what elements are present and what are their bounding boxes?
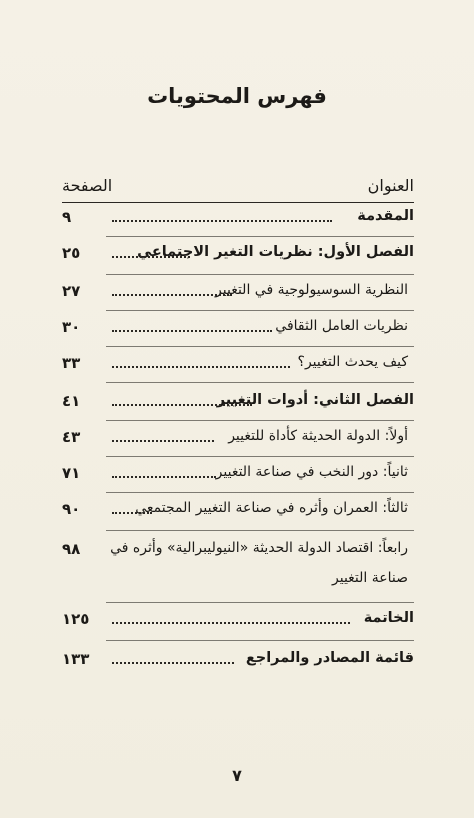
dot-leader	[112, 512, 152, 514]
toc-entry-title: المقدمة	[357, 208, 414, 224]
page-title: فهرس المحتويات	[147, 84, 327, 108]
toc-entry	[62, 610, 414, 636]
toc-entry	[62, 208, 414, 234]
row-separator	[106, 274, 414, 275]
dot-leader	[112, 220, 332, 222]
toc-entry-title: رابعاً: اقتصاد الدولة الحديثة «النيوليبرالية» وأثره في	[110, 540, 408, 556]
toc-entry-title: ثالثاً: العمران وأثره في صناعة التغيير المجتمعي	[135, 500, 408, 516]
toc-entry-title: كيف يحدث التغيير؟	[297, 354, 408, 370]
toc-entry	[62, 282, 414, 308]
toc-entry	[62, 428, 414, 454]
header-rule	[62, 202, 414, 203]
page-number: ٧	[232, 766, 242, 785]
toc-entry	[62, 500, 414, 526]
row-separator	[106, 602, 414, 603]
header-page-label: الصفحة	[62, 176, 113, 195]
toc-entry-title: ثانياً: دور النخب في صناعة التغيير	[215, 464, 408, 480]
dot-leader	[112, 622, 350, 624]
toc-entry-title: النظرية السوسيولوجية في التغيير	[215, 282, 408, 298]
toc-entry	[62, 392, 414, 418]
row-separator	[106, 640, 414, 641]
dot-leader	[112, 366, 290, 368]
toc-entry	[62, 650, 414, 676]
row-separator	[106, 530, 414, 531]
toc-entry-page: ٤١	[62, 392, 81, 410]
row-separator	[106, 420, 414, 421]
toc-entry-page: ٣٣	[62, 354, 81, 372]
dot-leader	[112, 662, 234, 664]
toc-entry	[62, 244, 414, 270]
dot-leader	[112, 476, 216, 478]
toc-entry-page: ١٢٥	[62, 610, 90, 628]
row-separator	[106, 346, 414, 347]
toc-entry	[62, 318, 414, 344]
toc-entry-page: ٩٨	[62, 540, 81, 558]
toc-entry	[62, 354, 414, 380]
dot-leader	[112, 256, 190, 258]
toc-entry-page: ٧١	[62, 464, 81, 482]
toc-entry-page: ١٣٣	[62, 650, 90, 668]
toc-entry-page: ٢٥	[62, 244, 81, 262]
toc-header	[62, 176, 414, 200]
row-separator	[106, 310, 414, 311]
toc-entry-page: ٩٠	[62, 500, 81, 518]
row-separator	[106, 456, 414, 457]
toc-entry-page: ٢٧	[62, 282, 81, 300]
header-title-label: العنوان	[367, 176, 414, 195]
toc-entry-title: الفصل الأول: نظريات التغير الاجتماعي	[137, 244, 414, 260]
row-separator	[106, 236, 414, 237]
toc-entry-page: ٣٠	[62, 318, 81, 336]
toc-entry	[62, 540, 414, 566]
row-separator	[106, 382, 414, 383]
dot-leader	[112, 404, 252, 406]
dot-leader	[112, 440, 214, 442]
dot-leader	[112, 330, 272, 332]
toc-entry	[62, 464, 414, 490]
toc-entry-title: نظريات العامل الثقافي	[275, 318, 408, 334]
toc-entry-title: أولاً: الدولة الحديثة كأداة للتغيير	[228, 428, 408, 444]
row-separator	[106, 492, 414, 493]
toc-entry-continuation	[62, 570, 414, 596]
toc-entry-title: الفصل الثاني: أدوات التغيير	[216, 392, 414, 408]
toc-entry-title: الخاتمة	[363, 610, 414, 626]
toc-entry-title-line2: صناعة التغيير	[332, 570, 408, 586]
toc-entry-page: ٤٣	[62, 428, 81, 446]
dot-leader	[112, 294, 232, 296]
toc-entry-page: ٩	[62, 208, 72, 226]
toc-entry-title: قائمة المصادر والمراجع	[245, 650, 414, 666]
